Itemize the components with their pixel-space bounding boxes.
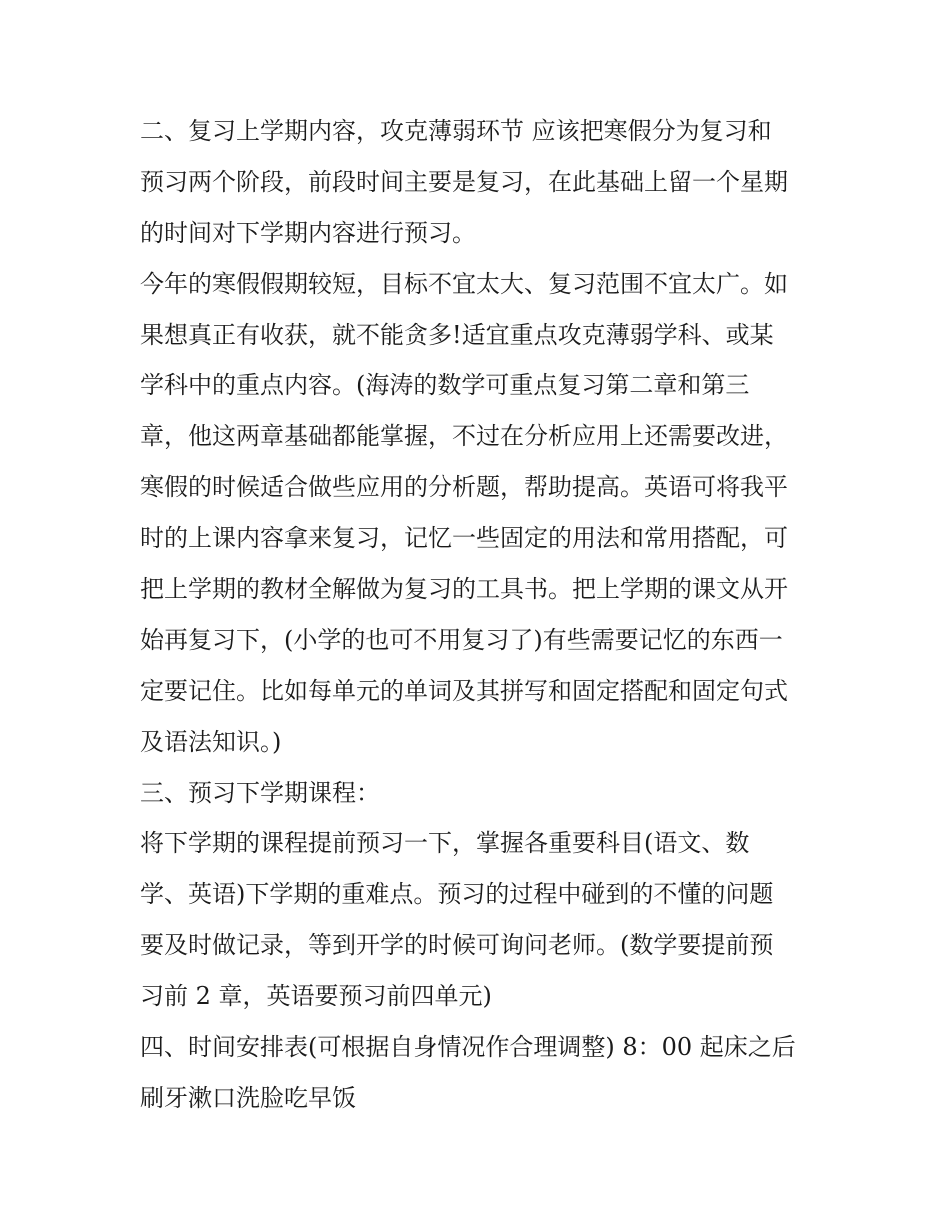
section-heading: 四、时间安排表(可根据自身情况作合理调整) 8：00 起床之后 (140, 1033, 796, 1062)
text-line: 定要记住。比如每单元的单词及其拼写和固定搭配和固定句式 (140, 676, 788, 705)
text-line: 刷牙漱口洗脸吃早饭 (140, 1083, 356, 1112)
text-line: 预习两个阶段，前段时间主要是复习，在此基础上留一个星期 (140, 167, 788, 196)
text-line: 及语法知识。) (140, 727, 282, 756)
text-line: 章，他这两章基础都能掌握，不过在分析应用上还需要改进， (140, 422, 788, 451)
text-line: 习前 2 章，英语要预习前四单元) (140, 982, 492, 1011)
text-line: 将下学期的课程提前预习一下，掌握各重要科目(语文、数 (140, 829, 750, 858)
text-line: 二、复习上学期内容，攻克薄弱环节 应该把寒假分为复习和 (140, 117, 772, 145)
text-line: 今年的寒假假期较短，目标不宜太大、复习范围不宜太广。如 (140, 269, 788, 298)
text-line: 寒假的时候适合做些应用的分析题，帮助提高。英语可将我平 (140, 473, 788, 502)
text-line: 学、英语)下学期的重难点。预习的过程中碰到的不懂的问题 (140, 880, 774, 909)
document-body (140, 106, 830, 1124)
text-line: 的时间对下学期内容进行预习。 (140, 218, 476, 247)
section-heading: 三、预习下学期课程： (140, 778, 380, 807)
text-line: 始再复习下，(小学的也可不用复习了)有些需要记忆的东西一 (140, 625, 783, 654)
text-line: 学科中的重点内容。(海涛的数学可重点复习第二章和第三 (140, 371, 750, 400)
text-line: 时的上课内容拿来复习，记忆一些固定的用法和常用搭配，可 (140, 524, 788, 553)
text-line: 把上学期的教材全解做为复习的工具书。把上学期的课文从开 (140, 575, 788, 604)
text-line: 要及时做记录，等到开学的时候可询问老师。(数学要提前预 (140, 931, 774, 960)
text-line: 果想真正有收获，就不能贪多!适宜重点攻克薄弱学科、或某 (140, 320, 774, 349)
